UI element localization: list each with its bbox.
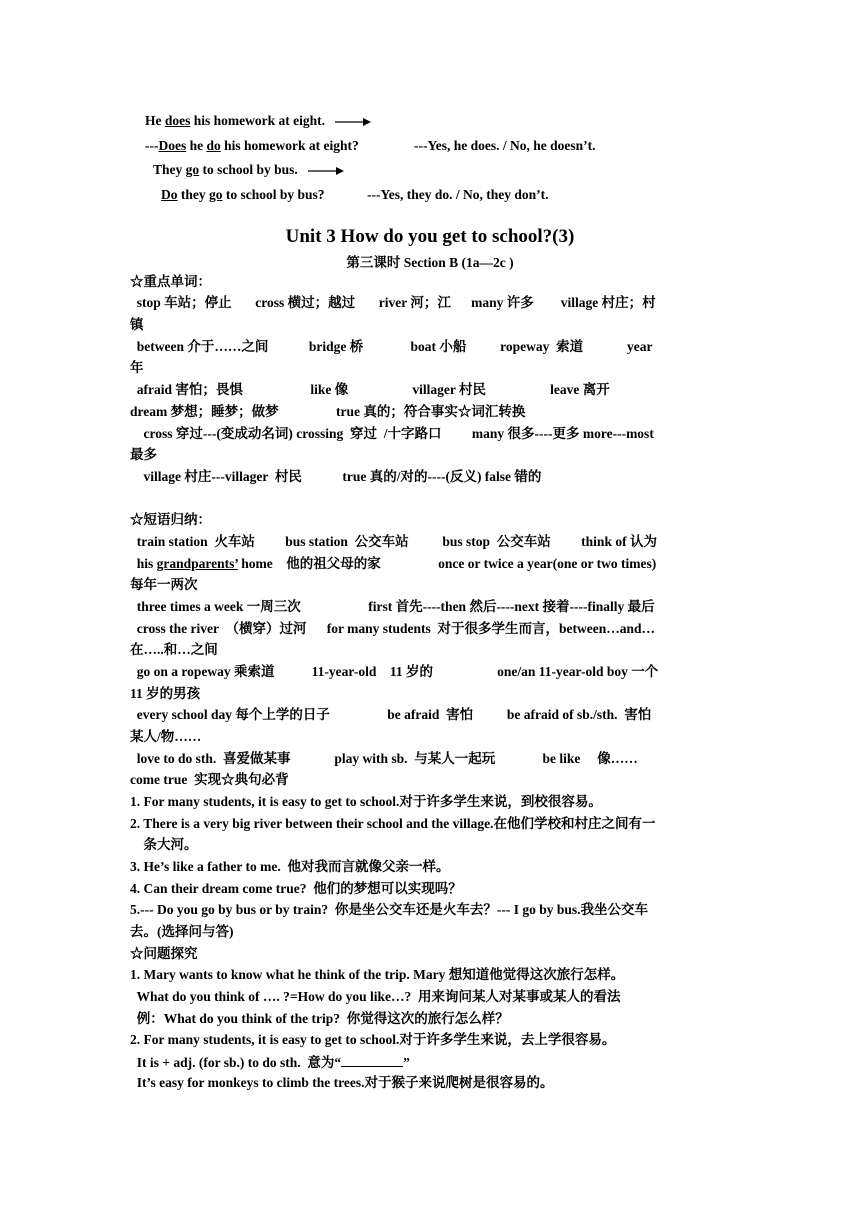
text: It is + adj. (for sb.) to do sth. 意为“	[130, 1055, 342, 1070]
sentence-row: 1. For many students, it is easy to get to school.对于许多学生来说，到校很容易。	[130, 794, 602, 809]
phrase-row: 在…..和…之间	[130, 642, 218, 657]
text: his homework at eight.	[190, 113, 326, 128]
underlined-word: Do	[161, 187, 178, 202]
explore-row: What do you think of …. ?=How do you like…? 用来询问某人对某事或某人的看法	[130, 989, 621, 1004]
phrase-row	[130, 555, 656, 573]
phrase-row: 每年一两次	[130, 577, 198, 592]
right-arrow-icon	[335, 117, 371, 127]
vocab-row: dream 梦想；睡梦；做梦 true 真的；符合事实☆词汇转换	[130, 404, 526, 419]
page-subtitle: 第三课时 Section B (1a—2c )	[346, 255, 514, 270]
phrases-header: ☆短语归纳：	[130, 512, 211, 527]
phrase-row: train station 火车站 bus station 公交车站 bus stop 公交车站 think of 认为	[130, 534, 657, 549]
explore-row: 2. For many students, it is easy to get to school.对于许多学生来说，去上学很容易。	[130, 1032, 616, 1047]
underlined-word: does	[164, 113, 191, 128]
explore-row: 例：What do you think of the trip? 你觉得这次的旅行怎么样？	[130, 1011, 509, 1026]
explore-header: ☆问题探究	[130, 946, 198, 961]
sentence-row: 5.--- Do you go by bus or by train? 你是坐公交车还是火车去？--- I go by bus.我坐公交车	[130, 902, 649, 917]
underlined-word: grandparents’	[156, 556, 238, 571]
underlined-word: do	[206, 138, 221, 153]
text: he	[186, 138, 207, 153]
explore-row: 1. Mary wants to know what he think of the trip. Mary 想知道他觉得这次旅行怎样。	[130, 967, 625, 982]
page-title: Unit 3 How do you get to school?(3)	[285, 226, 575, 247]
explore-row: It’s easy for monkeys to climb the trees.对于猴子来说爬树是很容易的。	[130, 1075, 554, 1090]
vocab-row: between 介于……之间 bridge 桥 boat 小船 ropeway 索道 year	[130, 339, 653, 354]
sentence-row: 去。(选择问与答)	[130, 924, 234, 939]
vocab-row: cross 穿过---(变成动名词) crossing 穿过 /十字路口 many 很多----更多 more---most	[130, 426, 654, 441]
phrase-row: 11 岁的男孩	[130, 686, 201, 701]
text: his homework at eight?	[220, 138, 359, 153]
sentence-row: 2. There is a very big river between their school and the village.在他们学校和村庄之间有一	[130, 816, 656, 831]
phrase-row: every school day 每个上学的日子 be afraid 害怕 be afraid of sb./sth. 害怕	[130, 707, 652, 722]
sentence-row: 条大河。	[130, 837, 198, 852]
vocab-row: 年	[130, 360, 144, 375]
phrase-row: cross the river （横穿）过河 for many students 对于很多学生而言，between…and…	[130, 621, 655, 636]
vocab-row: afraid 害怕；畏惧 like 像 villager 村民 leave 离开	[130, 382, 610, 397]
sentence-row: 4. Can their dream come true? 他们的梦想可以实现吗？	[130, 881, 462, 896]
vocab-row: 最多	[130, 447, 157, 462]
explore-row	[130, 1053, 410, 1072]
example-line-2	[145, 137, 359, 155]
phrase-row: come true 实现☆典句必背	[130, 772, 289, 787]
phrase-row: three times a week 一周三次 first 首先----then 然后----next 接着----finally 最后	[130, 599, 655, 614]
vocab-row: 镇	[130, 317, 144, 332]
underlined-word: go	[185, 162, 200, 177]
fill-in-blank[interactable]	[341, 1053, 403, 1067]
sentence-row: 3. He’s like a father to me. 他对我而言就像父亲一样。	[130, 859, 450, 874]
underlined-word: Does	[158, 138, 187, 153]
text: ”	[403, 1055, 410, 1070]
phrase-row: 某人/物……	[130, 729, 202, 744]
vocab-row: village 村庄---villager 村民 true 真的/对的----(反义) false 错的	[130, 469, 542, 484]
phrase-row: love to do sth. 喜爱做某事 play with sb. 与某人一起玩 be like 像……	[130, 751, 638, 766]
vocab-header: ☆重点单词：	[130, 274, 211, 289]
example-answer-4: ---Yes, they do. / No, they don’t.	[367, 187, 549, 202]
example-line-1	[145, 112, 371, 130]
vocab-row: stop 车站；停止 cross 横过；越过 river 河；江 many 许多 village 村庄；村	[130, 295, 656, 310]
example-answer-2: ---Yes, he does. / No, he doesn’t.	[414, 138, 596, 153]
text: his	[130, 556, 157, 571]
text: to school by bus.	[199, 162, 298, 177]
text: He	[145, 113, 165, 128]
example-line-4	[161, 186, 325, 204]
example-line-3	[153, 161, 344, 179]
text: to school by bus?	[222, 187, 325, 202]
text: they	[177, 187, 209, 202]
underlined-word: go	[209, 187, 223, 202]
phrase-row: go on a ropeway 乘索道 11-year-old 11 岁的 one/an 11-year-old boy 一个	[130, 664, 659, 679]
text: home 他的祖父母的家 once or twice a year(one or two times)	[237, 556, 657, 571]
text: ---	[145, 138, 159, 153]
right-arrow-icon	[308, 166, 344, 176]
text: They	[153, 162, 186, 177]
